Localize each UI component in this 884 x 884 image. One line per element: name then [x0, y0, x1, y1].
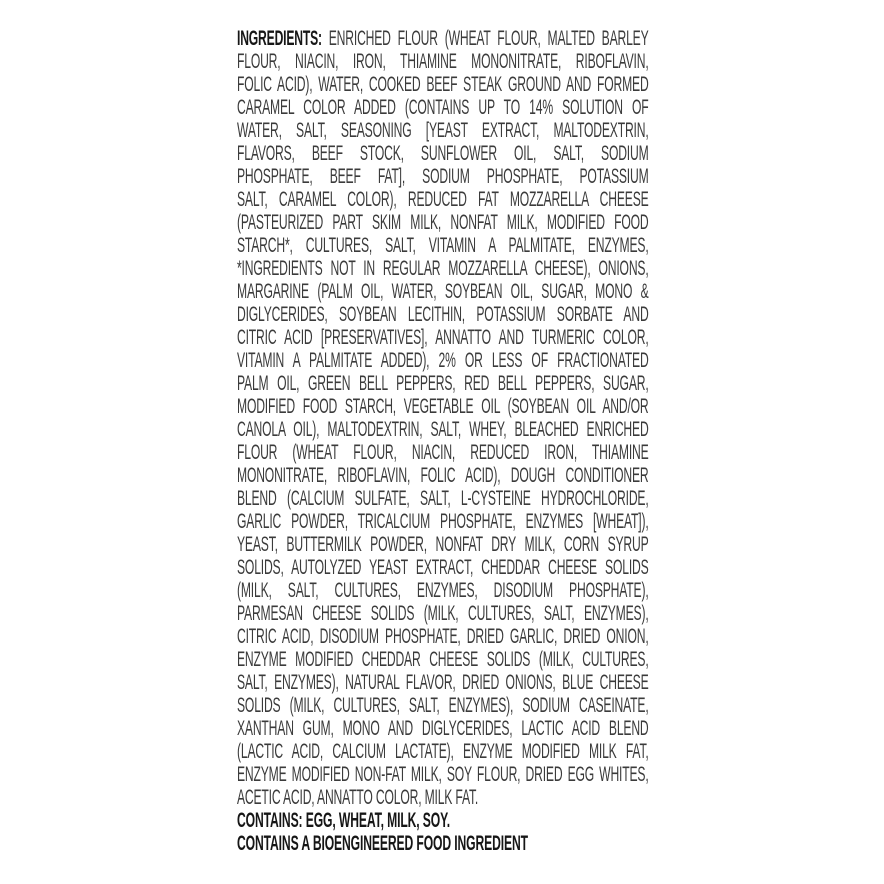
ingredients-line: DIGLYCERIDES, SOYBEAN LECITHIN, POTASSIUM SORBATE AND	[237, 303, 649, 326]
ingredients-line: PARMESAN CHEESE SOLIDS (MILK, CULTURES, SALT, ENZYMES),	[237, 602, 649, 625]
ingredients-line: MARGARINE (PALM OIL, WATER, SOYBEAN OIL, SUGAR, MONO &	[237, 280, 649, 303]
ingredients-line: SOLIDS (MILK, CULTURES, SALT, ENZYMES), SODIUM CASEINATE,	[237, 694, 649, 717]
ingredients-line: ENZYME MODIFIED CHEDDAR CHEESE SOLIDS (MILK, CULTURES,	[237, 648, 649, 671]
ingredients-text-block	[237, 27, 649, 855]
ingredients-line: SOLIDS, AUTOLYZED YEAST EXTRACT, CHEDDAR CHEESE SOLIDS	[237, 556, 649, 579]
ingredients-line: STARCH*, CULTURES, SALT, VITAMIN A PALMITATE, ENZYMES,	[237, 234, 649, 257]
ingredients-line: CARAMEL COLOR ADDED (CONTAINS UP TO 14% SOLUTION OF	[237, 96, 649, 119]
ingredients-line: MODIFIED FOOD STARCH, VEGETABLE OIL (SOYBEAN OIL AND/OR	[237, 395, 649, 418]
ingredients-line: (LACTIC ACID, CALCIUM LACTATE), ENZYME MODIFIED MILK FAT,	[237, 740, 649, 763]
ingredients-line: FLAVORS, BEEF STOCK, SUNFLOWER OIL, SALT, SODIUM	[237, 142, 649, 165]
ingredients-line: VITAMIN A PALMITATE ADDED), 2% OR LESS OF FRACTIONATED	[237, 349, 649, 372]
ingredients-line: ENZYME MODIFIED NON-FAT MILK, SOY FLOUR, DRIED EGG WHITES,	[237, 763, 649, 786]
ingredients-line: GARLIC POWDER, TRICALCIUM PHOSPHATE, ENZYMES [WHEAT]),	[237, 510, 649, 533]
ingredients-last-line: ACETIC ACID, ANNATTO COLOR, MILK FAT.	[237, 786, 479, 809]
ingredients-line: CITRIC ACID, DISODIUM PHOSPHATE, DRIED GARLIC, DRIED ONION,	[237, 625, 649, 648]
ingredients-line: FOLIC ACID), WATER, COOKED BEEF STEAK GROUND AND FORMED	[237, 73, 649, 96]
ingredients-line: FLOUR, NIACIN, IRON, THIAMINE MONONITRATE, RIBOFLAVIN,	[237, 50, 649, 73]
ingredients-line: PALM OIL, GREEN BELL PEPPERS, RED BELL PEPPERS, SUGAR,	[237, 372, 649, 395]
ingredients-line: CANOLA OIL), MALTODEXTRIN, SALT, WHEY, BLEACHED ENRICHED	[237, 418, 649, 441]
ingredients-line: YEAST, BUTTERMILK POWDER, NONFAT DRY MILK, CORN SYRUP	[237, 533, 649, 556]
ingredients-first-line	[237, 27, 649, 50]
ingredients-line: (PASTEURIZED PART SKIM MILK, NONFAT MILK, MODIFIED FOOD	[237, 211, 649, 234]
ingredients-panel	[237, 27, 649, 857]
ingredients-line: BLEND (CALCIUM SULFATE, SALT, L-CYSTEINE HYDROCHLORIDE,	[237, 487, 649, 510]
ingredients-line: SALT, CARAMEL COLOR), REDUCED FAT MOZZARELLA CHEESE	[237, 188, 649, 211]
ingredients-line: WATER, SALT, SEASONING [YEAST EXTRACT, MALTODEXTRIN,	[237, 119, 649, 142]
ingredients-line: MONONITRATE, RIBOFLAVIN, FOLIC ACID), DOUGH CONDITIONER	[237, 464, 649, 487]
ingredients-line: CITRIC ACID [PRESERVATIVES], ANNATTO AND TURMERIC COLOR,	[237, 326, 649, 349]
ingredients-line: *INGREDIENTS NOT IN REGULAR MOZZARELLA CHEESE), ONIONS,	[237, 257, 649, 280]
ingredients-line: FLOUR (WHEAT FLOUR, NIACIN, REDUCED IRON, THIAMINE	[237, 441, 649, 464]
ingredients-line: PHOSPHATE, BEEF FAT], SODIUM PHOSPHATE, POTASSIUM	[237, 165, 649, 188]
ingredients-heading: INGREDIENTS:	[237, 27, 322, 50]
ingredients-line: XANTHAN GUM, MONO AND DIGLYCERIDES, LACTIC ACID BLEND	[237, 717, 649, 740]
ingredients-line: SALT, ENZYMES), NATURAL FLAVOR, DRIED ONIONS, BLUE CHEESE	[237, 671, 649, 694]
ingredients-first-line-text: ENRICHED FLOUR (WHEAT FLOUR, MALTED BARLEY	[328, 27, 649, 50]
bioengineered-statement: CONTAINS A BIOENGINEERED FOOD INGREDIENT	[237, 832, 528, 855]
ingredients-lines	[237, 50, 649, 786]
contains-statement: CONTAINS: EGG, WHEAT, MILK, SOY.	[237, 809, 450, 832]
ingredients-line: (MILK, SALT, CULTURES, ENZYMES, DISODIUM PHOSPHATE),	[237, 579, 649, 602]
